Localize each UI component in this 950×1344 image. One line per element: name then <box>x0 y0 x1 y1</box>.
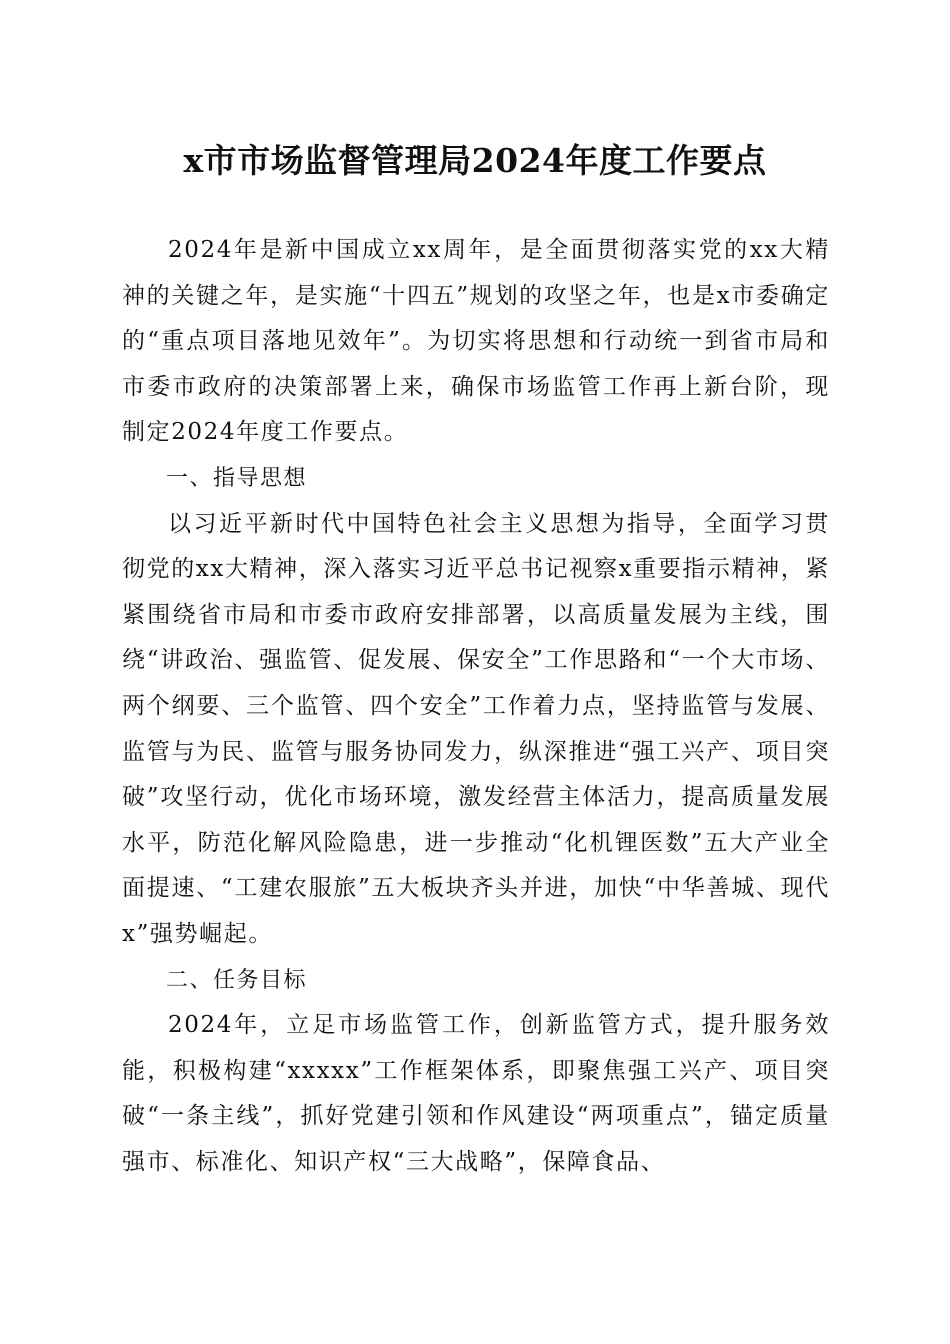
section-heading-guiding-ideology: 一、指导思想 <box>166 465 308 491</box>
section-paragraph-task-goals: 2024年，立足市场监管工作，创新监管方式，提升服务效能，积极构建“xxxxx”工作框架体系，即聚焦强工兴产、项目突破“一条主线”，抓好党建引领和作风建设“两项重点”，锚定质量强市、标准化、知识产权“三大战略”，保障食品、 <box>122 1012 830 1175</box>
document-body <box>122 228 830 1185</box>
section-paragraph-guiding-ideology: 以习近平新时代中国特色社会主义思想为指导，全面学习贯彻党的xx大精神，深入落实习近平总书记视察x重要指示精神，紧紧围绕省市局和市委市政府安排部署，以高质量发展为主线，围绕“讲政治、强监管、促发展、保安全”工作思路和“一个大市场、两个纲要、三个监管、四个安全”工作着力点，坚持监管与发展、监管与为民、监管与服务协同发力，纵深推进“强工兴产、项目突破”攻坚行动，优化市场环境，激发经营主体活力，提高质量发展水平，防范化解风险隐患，进一步推动“化机锂医数”五大产业全面提速、“工建农服旅”五大板块齐头并进，加快“中华善城、现代x”强势崛起。 <box>122 510 830 947</box>
document-title: x市市场监督管理局2024年度工作要点 <box>183 141 767 180</box>
section-heading-task-goals: 二、任务目标 <box>166 967 308 993</box>
intro-paragraph: 2024年是新中国成立xx周年，是全面贯彻落实党的xx大精神的关键之年，是实施“十四五”规划的攻坚之年，也是x市委确定的“重点项目落地见效年”。为切实将思想和行动统一到省市局和市委市政府的决策部署上来，确保市场监管工作再上新台阶，现制定2024年度工作要点。 <box>122 237 830 446</box>
